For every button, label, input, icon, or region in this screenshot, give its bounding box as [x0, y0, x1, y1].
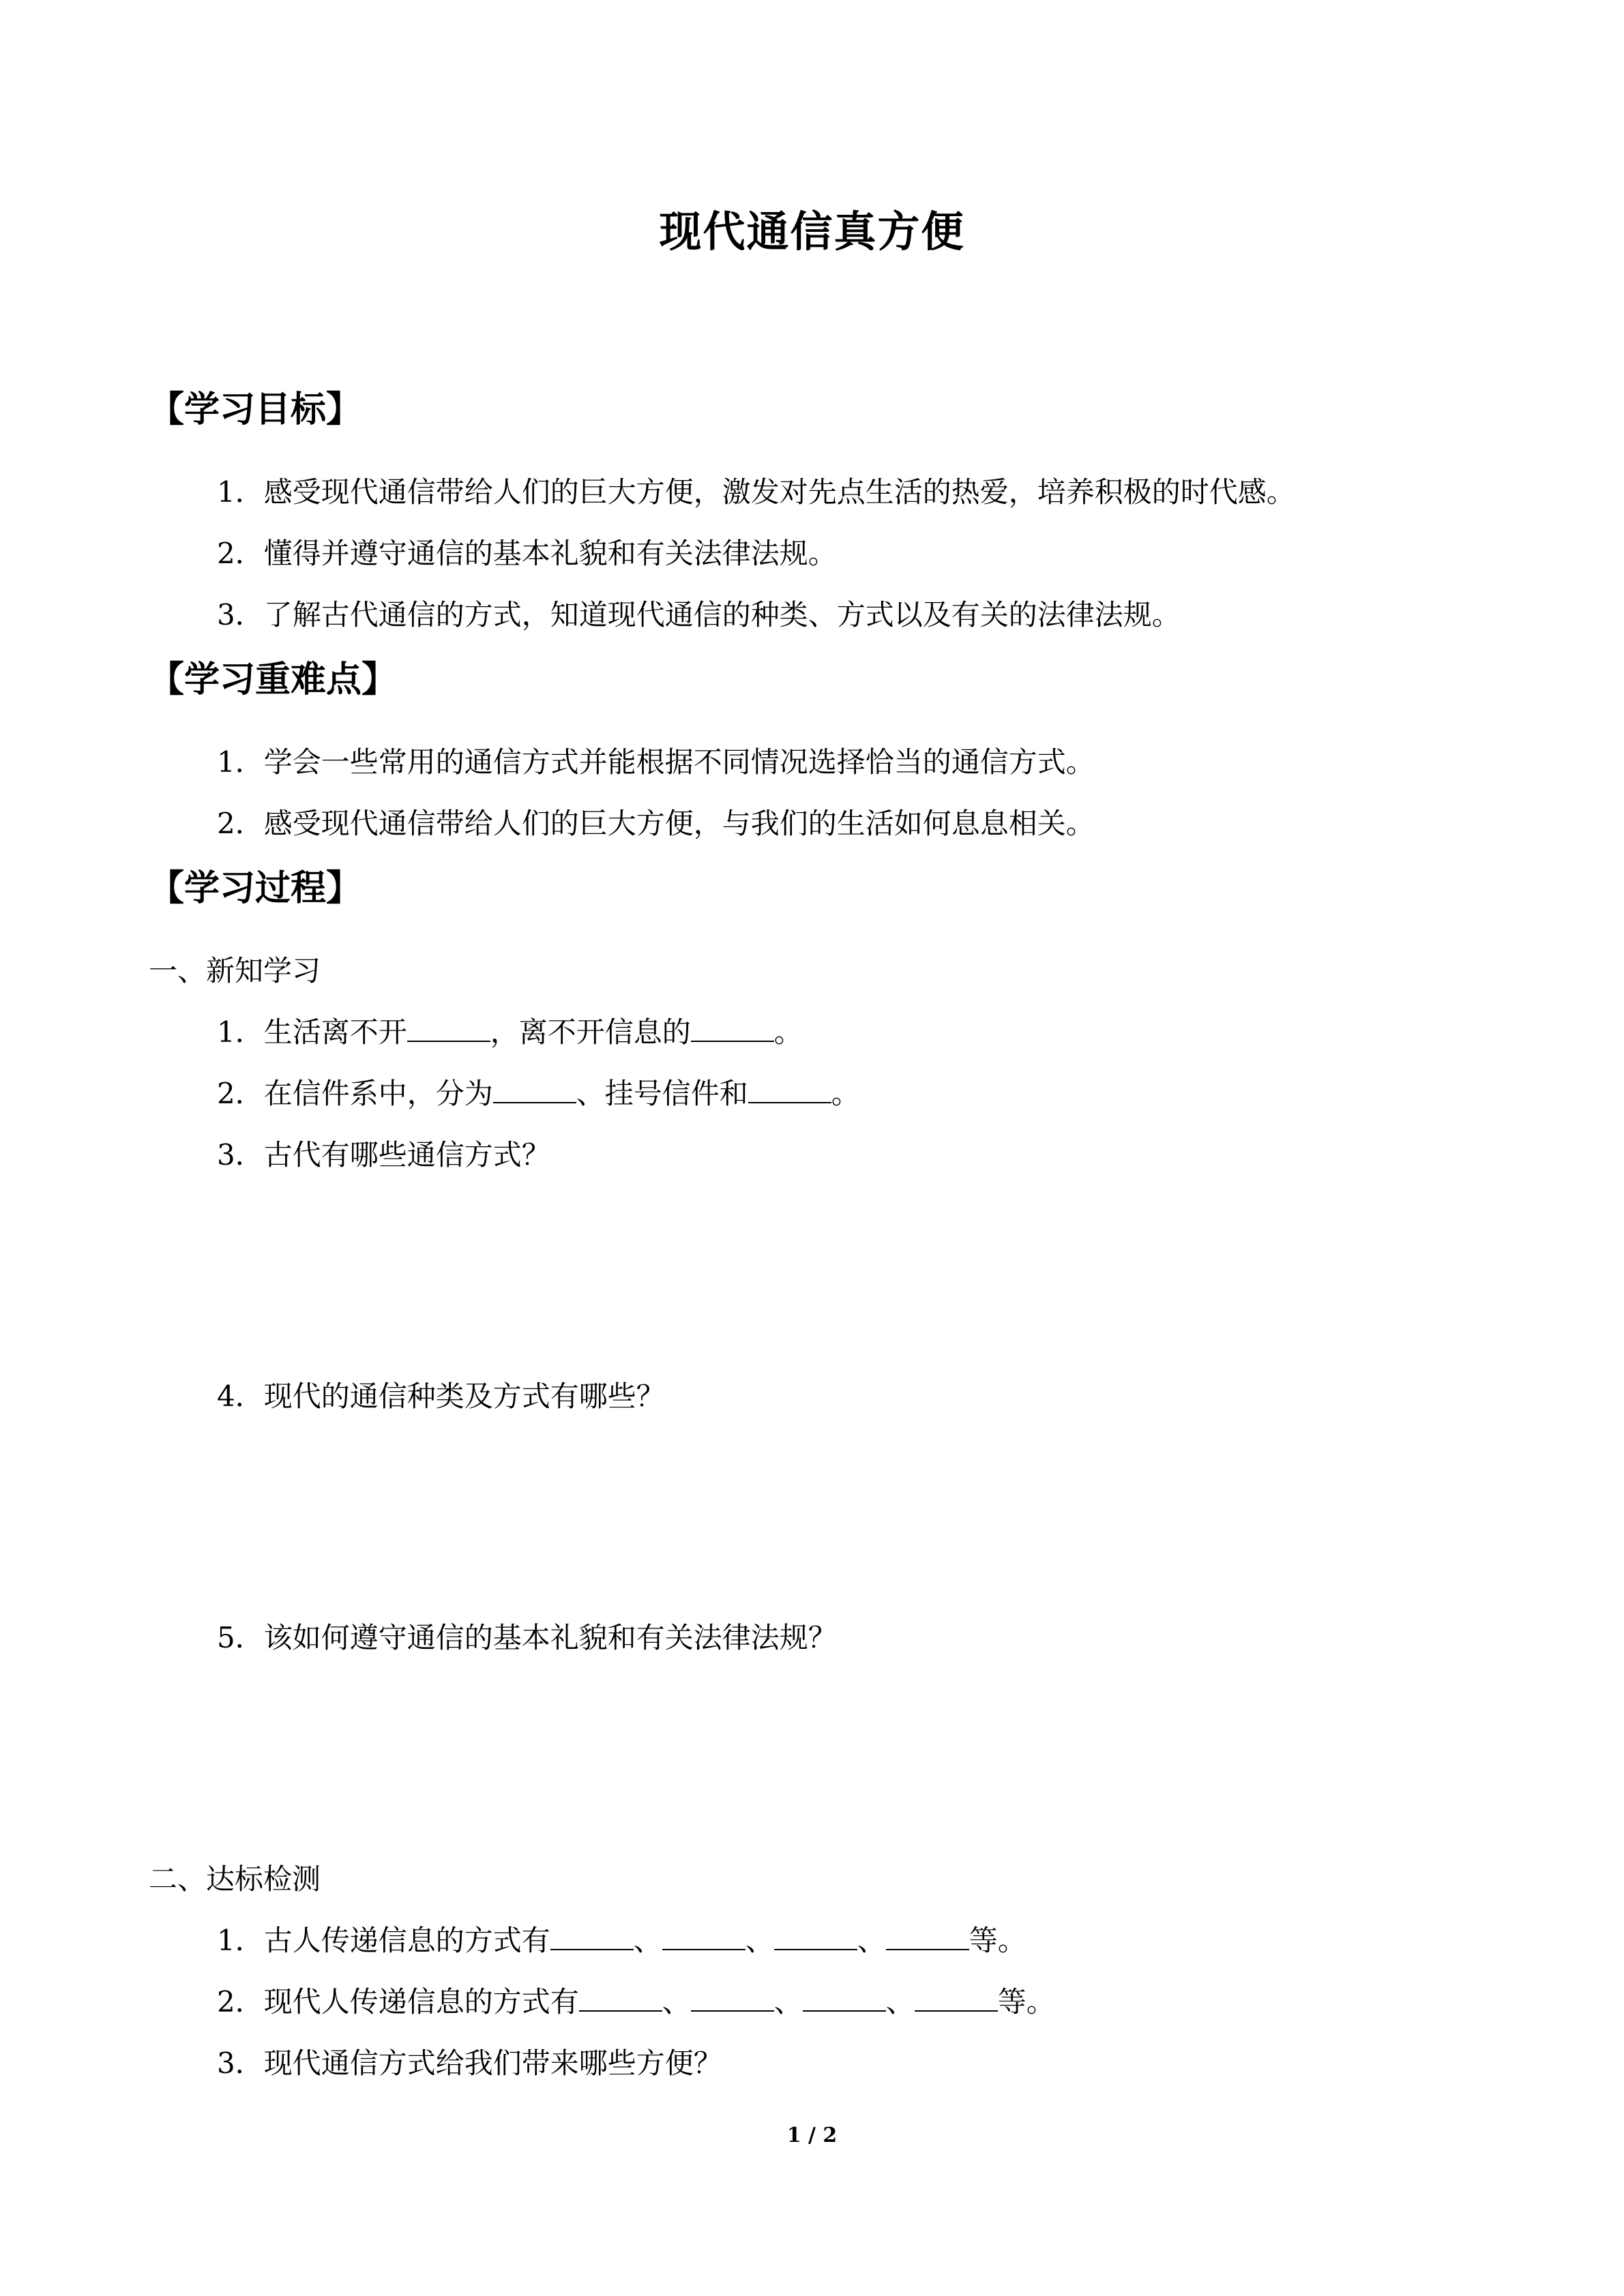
question-text: 等。: [969, 1924, 1027, 1957]
objectives-heading: 【学习目标】: [149, 389, 362, 430]
question-text: 2．现代人传递信息的方式有: [217, 1985, 579, 2018]
objective-item-2: 2．懂得并遵守通信的基本礼貌和有关法律法规。: [217, 537, 837, 570]
key-point-item-1: 1．学会一些常用的通信方式并能根据不同情况选择恰当的通信方式。: [217, 745, 1095, 779]
question-text: ，离不开信息的: [490, 1015, 691, 1049]
fill-blank[interactable]: [748, 1075, 831, 1103]
process-heading: 【学习过程】: [149, 868, 362, 909]
part1-question-2: [217, 1073, 860, 1114]
part1-question-4: 4．现代的通信种类及方式有哪些？: [217, 1380, 665, 1413]
fill-blank[interactable]: [691, 1013, 774, 1042]
fill-blank[interactable]: [493, 1075, 576, 1103]
part1-question-5: 5．该如何遵守通信的基本礼貌和有关法律法规？: [217, 1621, 837, 1654]
fill-blank[interactable]: [550, 1922, 634, 1950]
page-number: 1 / 2: [786, 2123, 838, 2147]
fill-blank[interactable]: [662, 1922, 745, 1950]
part2-question-3: 3．现代通信方式给我们带来哪些方便？: [217, 2046, 722, 2080]
part1-question-3: 3．古代有哪些通信方式？: [217, 1138, 550, 1172]
question-text: 1．古人传递信息的方式有: [217, 1924, 550, 1957]
fill-blank[interactable]: [407, 1013, 490, 1042]
separator: 、: [885, 1985, 915, 2018]
question-text: 等。: [997, 1985, 1055, 2018]
separator: 、: [662, 1985, 691, 2018]
question-text: 、挂号信件和: [576, 1077, 748, 1110]
question-text: 1．生活离不开: [217, 1015, 407, 1049]
question-text: 。: [773, 1015, 803, 1049]
question-text: 2．在信件系中，分为: [217, 1077, 493, 1110]
question-text: 。: [831, 1077, 860, 1110]
part1-question-1: [217, 1012, 803, 1053]
objective-item-3: 3．了解古代通信的方式，知道现代通信的种类、方式以及有关的法律法规。: [217, 598, 1181, 631]
fill-blank[interactable]: [691, 1983, 774, 2012]
part2-question-1: [217, 1920, 1027, 1961]
separator: 、: [773, 1985, 803, 2018]
separator: 、: [857, 1924, 886, 1957]
key-points-heading: 【学习重难点】: [149, 659, 398, 700]
separator: 、: [633, 1924, 662, 1957]
fill-blank[interactable]: [915, 1983, 998, 2012]
part2-label: 二、达标检测: [149, 1862, 321, 1896]
page-title: 现代通信真方便: [659, 207, 965, 256]
fill-blank[interactable]: [579, 1983, 662, 2012]
part1-label: 一、新知学习: [149, 954, 321, 987]
fill-blank[interactable]: [886, 1922, 969, 1950]
separator: 、: [745, 1924, 774, 1957]
fill-blank[interactable]: [803, 1983, 886, 2012]
part2-question-2: [217, 1982, 1055, 2023]
key-point-item-2: 2．感受现代通信带给人们的巨大方便，与我们的生活如何息息相关。: [217, 807, 1095, 840]
objective-item-1: 1．感受现代通信带给人们的巨大方便，激发对先点生活的热爱，培养积极的时代感。: [217, 475, 1295, 509]
fill-blank[interactable]: [774, 1922, 857, 1950]
